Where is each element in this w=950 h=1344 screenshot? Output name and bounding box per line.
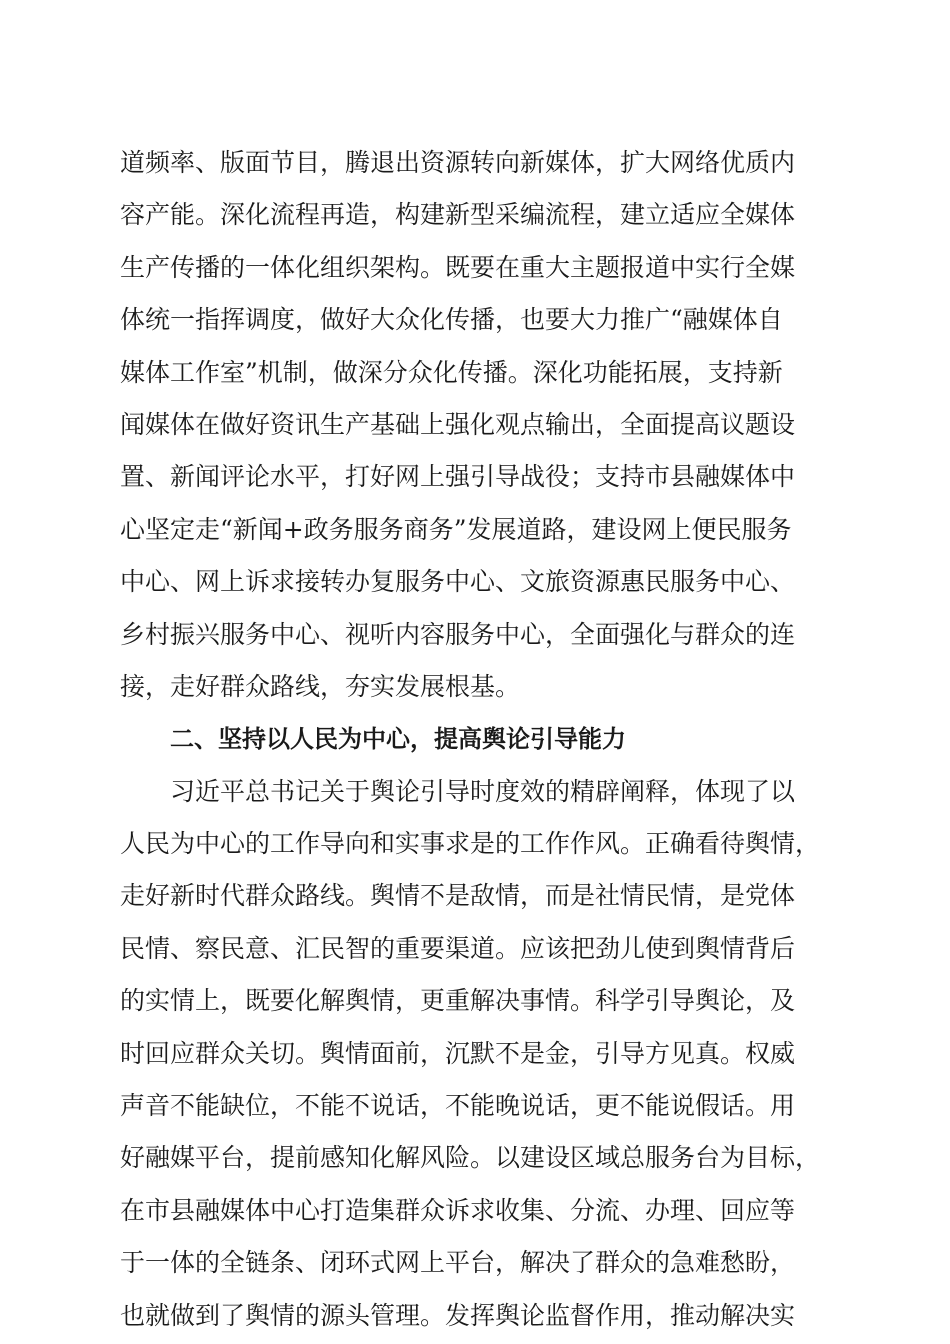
body-line: 置、新闻评论水平，打好网上强引导战役；支持市县融媒体中 bbox=[120, 462, 796, 492]
body-line: 中心、网上诉求接转办复服务中心、文旅资源惠民服务中心、 bbox=[120, 567, 796, 597]
body-line: 声音不能缺位，不能不说话，不能晚说话，更不能说假话。用 bbox=[120, 1091, 796, 1121]
body-line: 生产传播的一体化组织架构。既要在重大主题报道中实行全媒 bbox=[120, 252, 796, 282]
body-line: 时回应群众关切。舆情面前，沉默不是金，引导方见真。权威 bbox=[120, 1038, 796, 1068]
paragraph-first-line: 习近平总书记关于舆论引导时度效的精辟阐释，体现了以 bbox=[170, 776, 796, 806]
body-line: 接，走好群众路线，夯实发展根基。 bbox=[120, 671, 521, 701]
document-body bbox=[120, 137, 840, 1342]
body-line: 的实情上，既要化解舆情，更重解决事情。科学引导舆论，及 bbox=[120, 986, 796, 1016]
body-line: 体统一指挥调度，做好大众化传播，也要大力推广“融媒体自 bbox=[120, 305, 783, 335]
body-line: 走好新时代群众路线。舆情不是敌情，而是社情民情，是党体 bbox=[120, 881, 796, 911]
section-heading: 二、坚持以人民为中心，提高舆论引导能力 bbox=[170, 725, 626, 754]
body-line: 心坚定走“新闻+政务服务商务”发展道路，建设网上便民服务 bbox=[120, 514, 792, 544]
body-line: 媒体工作室”机制，做深分众化传播。深化功能拓展，支持新 bbox=[120, 357, 783, 387]
body-line: 道频率、版面节目，腾退出资源转向新媒体，扩大网络优质内 bbox=[120, 148, 796, 177]
body-line: 闻媒体在做好资讯生产基础上强化观点输出，全面提高议题设 bbox=[120, 409, 796, 439]
body-line: 于一体的全链条、闭环式网上平台，解决了群众的急难愁盼， bbox=[120, 1248, 796, 1278]
body-line: 在市县融媒体中心打造集群众诉求收集、分流、办理、回应等 bbox=[120, 1195, 796, 1225]
body-line: 好融媒平台，提前感知化解风险。以建设区域总服务台为目标， bbox=[120, 1143, 821, 1173]
body-line: 乡村振兴服务中心、视听内容服务中心，全面强化与群众的连 bbox=[120, 619, 796, 649]
body-line: 民情、察民意、汇民智的重要渠道。应该把劲儿使到舆情背后 bbox=[120, 933, 796, 963]
body-line: 人民为中心的工作导向和实事求是的工作作风。正确看待舆情， bbox=[120, 829, 821, 859]
body-line: 容产能。深化流程再造，构建新型采编流程，建立适应全媒体 bbox=[120, 200, 796, 230]
body-line: 也就做到了舆情的源头管理。发挥舆论监督作用，推动解决实 bbox=[120, 1300, 796, 1330]
